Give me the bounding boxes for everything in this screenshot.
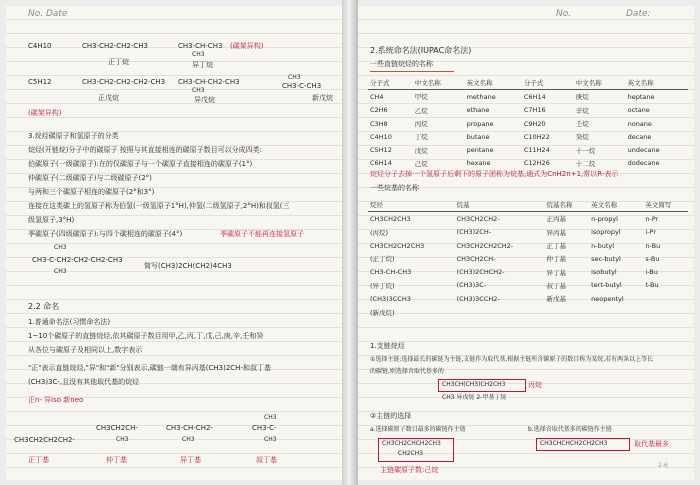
- example-sub: CH3: [264, 436, 277, 443]
- paragraph: 连接在这类碳上的氢原子称为伯氢(一级氢原子1°H),仲氢(二级氢原子,2°H)和叔氢(三: [28, 202, 290, 210]
- table-row: [368, 226, 688, 239]
- paragraph: ①选择主链:选择最长的碳链为主链,支链作为取代基,根据主链所含碳原子的数目称为某烷,若有两条以上等长: [370, 356, 654, 363]
- table-cell: (CH3)3CCH2-: [456, 294, 500, 303]
- table-cell: isobutyl: [591, 268, 617, 277]
- table-cell: CH3CH2CH2-: [456, 214, 500, 223]
- table-cell: C3H8: [370, 119, 388, 128]
- table-header-row: [368, 198, 688, 212]
- section-heading: 2.系统命名法(IUPAC命名法): [370, 46, 472, 55]
- paragraph: "正"表示直链烷烃,"异"和"新"分别表示,碳链一端有异丙基(CH3)2CH-和叔丁基: [28, 364, 271, 372]
- table-cell: CH4: [370, 92, 384, 101]
- table-cell: 正丙基: [546, 215, 567, 224]
- annotation: (碳架异构): [230, 42, 264, 50]
- table-cell: CH3CH2CH-: [456, 254, 496, 263]
- table-row: [368, 90, 688, 104]
- page-header-date: Date:: [626, 9, 651, 19]
- sub-heading: 一些直链烷烃的名称: [370, 60, 433, 68]
- paragraph: (CH3)3C-,且没有其他取代基的烷烃: [28, 378, 140, 386]
- table-cell: n-butyl: [591, 241, 615, 250]
- table-cell: 辛烷: [575, 106, 589, 115]
- table-cell: 甲烷: [414, 93, 428, 102]
- table-cell: CH3CH2CH3: [370, 214, 411, 223]
- condensed-formula: 简写(CH3)2CH(CH2)4CH3: [144, 262, 232, 270]
- table-cell: t-Bu: [645, 281, 659, 290]
- table-cell: hexane: [466, 159, 491, 168]
- page-header-no: No.: [556, 9, 572, 19]
- table-cell: C6H14: [370, 159, 392, 168]
- table-cell: [455, 305, 545, 318]
- table-cell: 异丙基: [546, 228, 567, 237]
- paragraph: 与两和三个碳原子相连的碳原子(2°和3°): [28, 188, 155, 196]
- table-cell: 己烷: [414, 159, 428, 168]
- formula: CH3-CH-CH3: [178, 42, 223, 50]
- rule-b: b.选择含取代基多的碳链作主链: [528, 426, 612, 433]
- page-header: No. Date: [28, 9, 68, 19]
- table-cell: 叔丁基: [546, 281, 567, 290]
- notebook-binding: [342, 0, 358, 485]
- column-header: 烷基: [455, 198, 545, 212]
- table-cell: [643, 292, 688, 305]
- table-cell: CH3CH2CH2CH2-: [456, 241, 514, 250]
- table-row: [368, 143, 688, 156]
- table-row: [368, 157, 688, 170]
- column-header: 分子式: [522, 76, 574, 90]
- table-cell: octane: [627, 106, 650, 115]
- table-header-row: [368, 76, 688, 90]
- table-cell: (CH3)2CHCH2-: [456, 268, 505, 277]
- table-cell: [589, 305, 643, 318]
- column-header: 英文名称: [626, 76, 688, 90]
- table-cell: isopropyl: [591, 228, 621, 237]
- compound-name: 正戊烷: [98, 94, 119, 102]
- column-header: 英文名称: [589, 198, 643, 212]
- example-name: 仲丁基: [106, 456, 127, 464]
- formula: CH3-C-CH3: [282, 82, 322, 90]
- table-cell: 十二烷: [575, 159, 596, 168]
- table-cell: 壬烷: [575, 120, 589, 129]
- formula-sub: CH3: [288, 74, 301, 81]
- table-cell: 新戊基: [546, 295, 567, 304]
- prefix-list: 正n- 异iso 新neo: [28, 396, 84, 404]
- formula: CH3CHCHCH2CH2CH3: [540, 440, 608, 447]
- table-cell: C4H10: [370, 132, 392, 141]
- table-cell: 正丁基: [546, 242, 567, 251]
- example-name: 叔丁基: [256, 456, 277, 464]
- table-row: [368, 305, 688, 318]
- table-row: [368, 265, 688, 278]
- compound-name: 异戊烷: [194, 96, 215, 104]
- underline: [370, 71, 454, 72]
- table-row: [368, 252, 688, 265]
- formula-label: 丙烷: [528, 381, 542, 389]
- table-cell: [545, 305, 590, 318]
- chain-formula: CH3-C-CH2-CH2-CH2-CH3: [32, 256, 123, 264]
- table-cell: C2H6: [370, 106, 388, 115]
- formula-label: 主链碳原子数:己烷: [380, 466, 439, 474]
- sub-heading: 一些烷基的名称: [370, 184, 419, 192]
- page-mark: 2-6: [658, 462, 668, 469]
- rule-a: a.选择碳原子数目最多的碳链作主链: [370, 426, 466, 433]
- formula: CH3CH2CHCH2CH3: [382, 440, 441, 447]
- table-cell: C5H12: [370, 146, 392, 155]
- formula: CH3-CH-CH2-CH3: [178, 78, 240, 86]
- column-header: 英文简写: [643, 198, 688, 212]
- compound-name: 正丁烷: [108, 58, 129, 66]
- column-header: 中文名称: [413, 76, 465, 90]
- table-row: [368, 279, 688, 292]
- chain-substituent: CH3: [54, 268, 67, 275]
- table-cell: nonane: [627, 119, 652, 128]
- table-cell: butane: [466, 132, 490, 141]
- example-sub: CH3: [264, 414, 277, 421]
- table-cell: pentane: [466, 146, 494, 155]
- table-cell: dodecane: [627, 159, 660, 168]
- table-cell: 乙烷: [414, 106, 428, 115]
- formula: C4H10: [28, 42, 52, 50]
- table-cell: C11H24: [523, 146, 550, 155]
- table-cell: n-Pr: [645, 214, 659, 223]
- section-heading: 2.2 命名: [28, 302, 60, 311]
- table-cell: i-Bu: [645, 268, 658, 277]
- alkane-names-table: [368, 76, 688, 170]
- paragraph: 1~10个碳原子的直链烷烃,依其碳原子数目用甲,乙,丙,丁,戊,己,庚,辛,壬和癸: [28, 332, 264, 340]
- alkyl-names-table: [368, 198, 688, 319]
- table-cell: n-Bu: [645, 241, 661, 250]
- table-cell: (CH3)3CCH3: [370, 294, 411, 303]
- table-cell: C12H26: [523, 159, 550, 168]
- column-header: 分子式: [368, 76, 413, 90]
- example-formula: CH3-C-: [252, 424, 277, 432]
- table-cell: (新戊烷): [370, 308, 395, 317]
- table-cell: ethane: [466, 106, 490, 115]
- table-cell: C6H14: [523, 92, 546, 101]
- example-sub: CH3: [182, 436, 195, 443]
- table-cell: C9H20: [523, 119, 546, 128]
- formula-sub: CH3: [192, 87, 205, 94]
- table-cell: (异丁烷): [370, 281, 395, 290]
- section-heading: 1.普通命名法(习惯命名法): [28, 318, 111, 326]
- paragraph: 季碳原子(四级碳原子):与四个碳相连的碳原子(4°): [28, 230, 183, 238]
- table-row: [368, 117, 688, 130]
- table-cell: neopentyl: [591, 294, 624, 303]
- compound-name: 新戊烷: [312, 94, 333, 102]
- table-cell: 丁烷: [414, 133, 428, 142]
- chain-substituent: CH3: [54, 244, 67, 251]
- paragraph: 烷烃(开链烷)分子中的碳原子 按照与其直接相连的碳原子数目可以分成四类:: [28, 146, 263, 154]
- formula: CH3CH(CH3)CH2CH3: [442, 381, 506, 388]
- table-cell: C7H16: [523, 106, 546, 115]
- formula-sub: CH3: [192, 51, 205, 58]
- table-cell: n-propyl: [591, 214, 618, 223]
- paragraph: 从各位与碳原子及相同以上,数字表示: [28, 346, 143, 354]
- paragraph: 的碳链,则选择含取代基多的: [370, 368, 444, 375]
- table-cell: s-Bu: [645, 254, 660, 263]
- example-formula: CH3-CH-CH2-: [166, 424, 213, 432]
- red-note: 季碳原子不能再连接氢原子: [220, 230, 304, 238]
- table-cell: CH3-CH-CH3: [370, 268, 412, 277]
- table-cell: undecane: [627, 146, 660, 155]
- table-cell: (CH3)2CH-: [456, 228, 492, 237]
- column-header: 烷烃: [368, 198, 455, 212]
- paragraph: 伯碳原子(一级碳原子):在的仅碳原子与一个碳原子直接相连的碳原子(1°): [28, 160, 253, 168]
- table-cell: CH3CH2CH2CH3: [370, 241, 425, 250]
- paragraph: 仲碳原子(二级碳原子)与二级碳原子(2°): [28, 174, 152, 182]
- example-formula: CH3CH2CH-: [96, 424, 138, 432]
- formula-name: CH3 异戊烷 2-甲基丁烷: [442, 394, 507, 401]
- section-heading: ②主链的选择: [370, 412, 412, 420]
- column-header: 烷基名称: [545, 198, 590, 212]
- table-row: [368, 104, 688, 117]
- section-heading: 1.支链烷烃: [370, 342, 405, 350]
- formula: CH3-CH2-CH2-CH2-CH3: [82, 78, 166, 86]
- formula-sub: CH2CH3: [398, 450, 424, 457]
- table-cell: decane: [627, 132, 652, 141]
- table-cell: (正丁烷): [370, 255, 395, 264]
- table-row: [368, 292, 688, 305]
- table-cell: tert-butyl: [591, 281, 622, 290]
- formula-label: 取代基最多: [634, 440, 669, 448]
- table-cell: 丙烷: [414, 120, 428, 129]
- table-cell: (丙烷): [370, 228, 389, 237]
- left-page: [6, 6, 342, 480]
- table-cell: heptane: [627, 92, 655, 101]
- table-cell: 戊烷: [414, 146, 428, 155]
- table-cell: 癸烷: [575, 133, 589, 142]
- table-cell: 仲丁基: [546, 255, 567, 264]
- section-heading: 3.烷烃碳原子和氢原子的分类: [28, 132, 119, 140]
- table-cell: (CH3)3C-: [456, 281, 487, 290]
- paragraph: 级氢原子,3°H): [28, 216, 75, 224]
- table-row: [368, 212, 688, 226]
- table-cell: sec-butyl: [591, 254, 621, 263]
- column-header: 英文名称: [465, 76, 522, 90]
- compound-name: 异丁烷: [192, 61, 213, 69]
- table-cell: 庚烷: [575, 93, 589, 102]
- example-name: 异丁基: [180, 456, 201, 464]
- example-formula: CH3CH2CH2CH2-: [14, 436, 75, 444]
- table-cell: propane: [466, 119, 494, 128]
- annotation: (碳架异构): [28, 109, 62, 117]
- table-row: [368, 130, 688, 143]
- column-header: 中文名称: [574, 76, 626, 90]
- example-name: 正丁基: [28, 456, 49, 464]
- formula: CH3-CH2-CH2-CH3: [82, 42, 148, 50]
- table-row: [368, 239, 688, 252]
- formula: C5H12: [28, 78, 52, 86]
- table-cell: C10H22: [523, 132, 550, 141]
- alkyl-definition: 烷烃分子去掉一个氢原子后剩下的原子团称为烷基,通式为CnH2n+1,常以R-表示: [370, 170, 619, 178]
- example-sub: CH3: [116, 436, 129, 443]
- right-page: [358, 6, 694, 480]
- table-cell: i-Pr: [645, 228, 657, 237]
- table-cell: 异丁基: [546, 268, 567, 277]
- table-cell: methane: [466, 92, 496, 101]
- table-cell: 十一烷: [575, 146, 596, 155]
- table-cell: [643, 305, 688, 318]
